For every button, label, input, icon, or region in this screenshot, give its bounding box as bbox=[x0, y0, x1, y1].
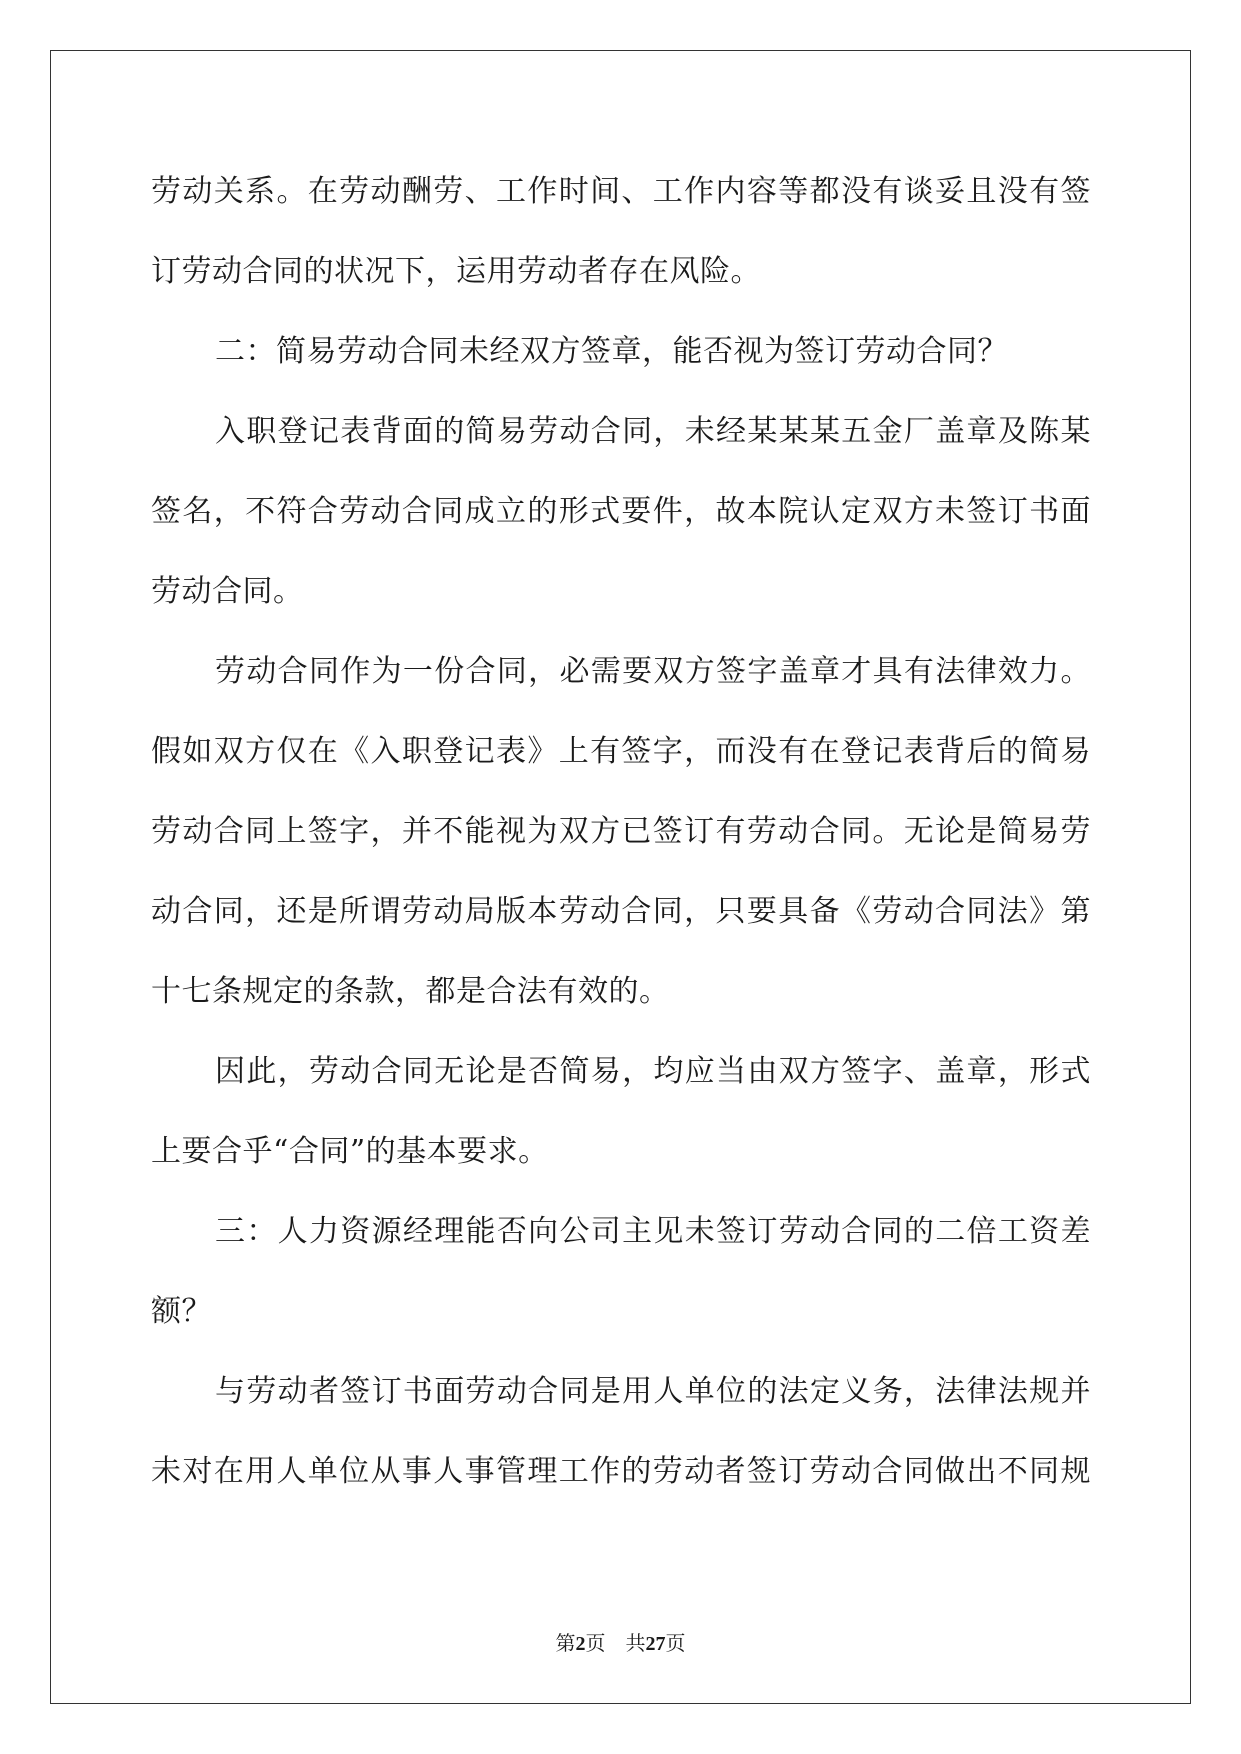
footer-total-pages: 27 bbox=[645, 1633, 666, 1655]
body-line-4: 入职登记表背面的简易劳动合同，未经某某某五金厂盖章及陈某 bbox=[215, 414, 1091, 449]
footer-total-prefix: 共 bbox=[625, 1631, 646, 1655]
body-line-12: 因此，劳动合同无论是否简易，均应当由双方签字、盖章，形式 bbox=[215, 1054, 1091, 1089]
body-line-2: 订劳动合同的状况下，运用劳动者存在风险。 bbox=[151, 254, 761, 289]
page-footer bbox=[0, 1629, 1241, 1658]
body-line-11: 十七条规定的条款，都是合法有效的。 bbox=[151, 974, 670, 1009]
body-line-8: 假如双方仅在《入职登记表》上有签字，而没有在登记表背后的简易 bbox=[151, 734, 1091, 769]
body-line-17: 未对在用人单位从事人事管理工作的劳动者签订劳动合同做出不同规 bbox=[151, 1454, 1091, 1489]
body-line-14-heading: 三：人力资源经理能否向公司主见未签订劳动合同的二倍工资差 bbox=[215, 1214, 1091, 1249]
body-line-13: 上要合乎“合同”的基本要求。 bbox=[151, 1134, 549, 1169]
body-line-3-heading: 二：简易劳动合同未经双方签章，能否视为签订劳动合同？ bbox=[215, 334, 1008, 369]
footer-page-number: 2 bbox=[575, 1633, 586, 1655]
body-line-5: 签名，不符合劳动合同成立的形式要件，故本院认定双方未签订书面 bbox=[151, 494, 1091, 529]
body-line-10: 动合同，还是所谓劳动局版本劳动合同，只要具备《劳动合同法》第 bbox=[151, 894, 1091, 929]
footer-page-suffix: 页 bbox=[585, 1631, 606, 1655]
body-line-6: 劳动合同。 bbox=[151, 574, 304, 609]
body-line-16: 与劳动者签订书面劳动合同是用人单位的法定义务，法律法规并 bbox=[215, 1374, 1091, 1409]
footer-total-suffix: 页 bbox=[665, 1631, 686, 1655]
body-line-1: 劳动关系。在劳动酬劳、工作时间、工作内容等都没有谈妥且没有签 bbox=[151, 174, 1091, 209]
body-line-7: 劳动合同作为一份合同，必需要双方签字盖章才具有法律效力。 bbox=[215, 654, 1091, 689]
body-line-9: 劳动合同上签字，并不能视为双方已签订有劳动合同。无论是简易劳 bbox=[151, 814, 1091, 849]
body-line-15-heading: 额？ bbox=[151, 1294, 212, 1329]
footer-page-prefix: 第 bbox=[555, 1631, 576, 1655]
